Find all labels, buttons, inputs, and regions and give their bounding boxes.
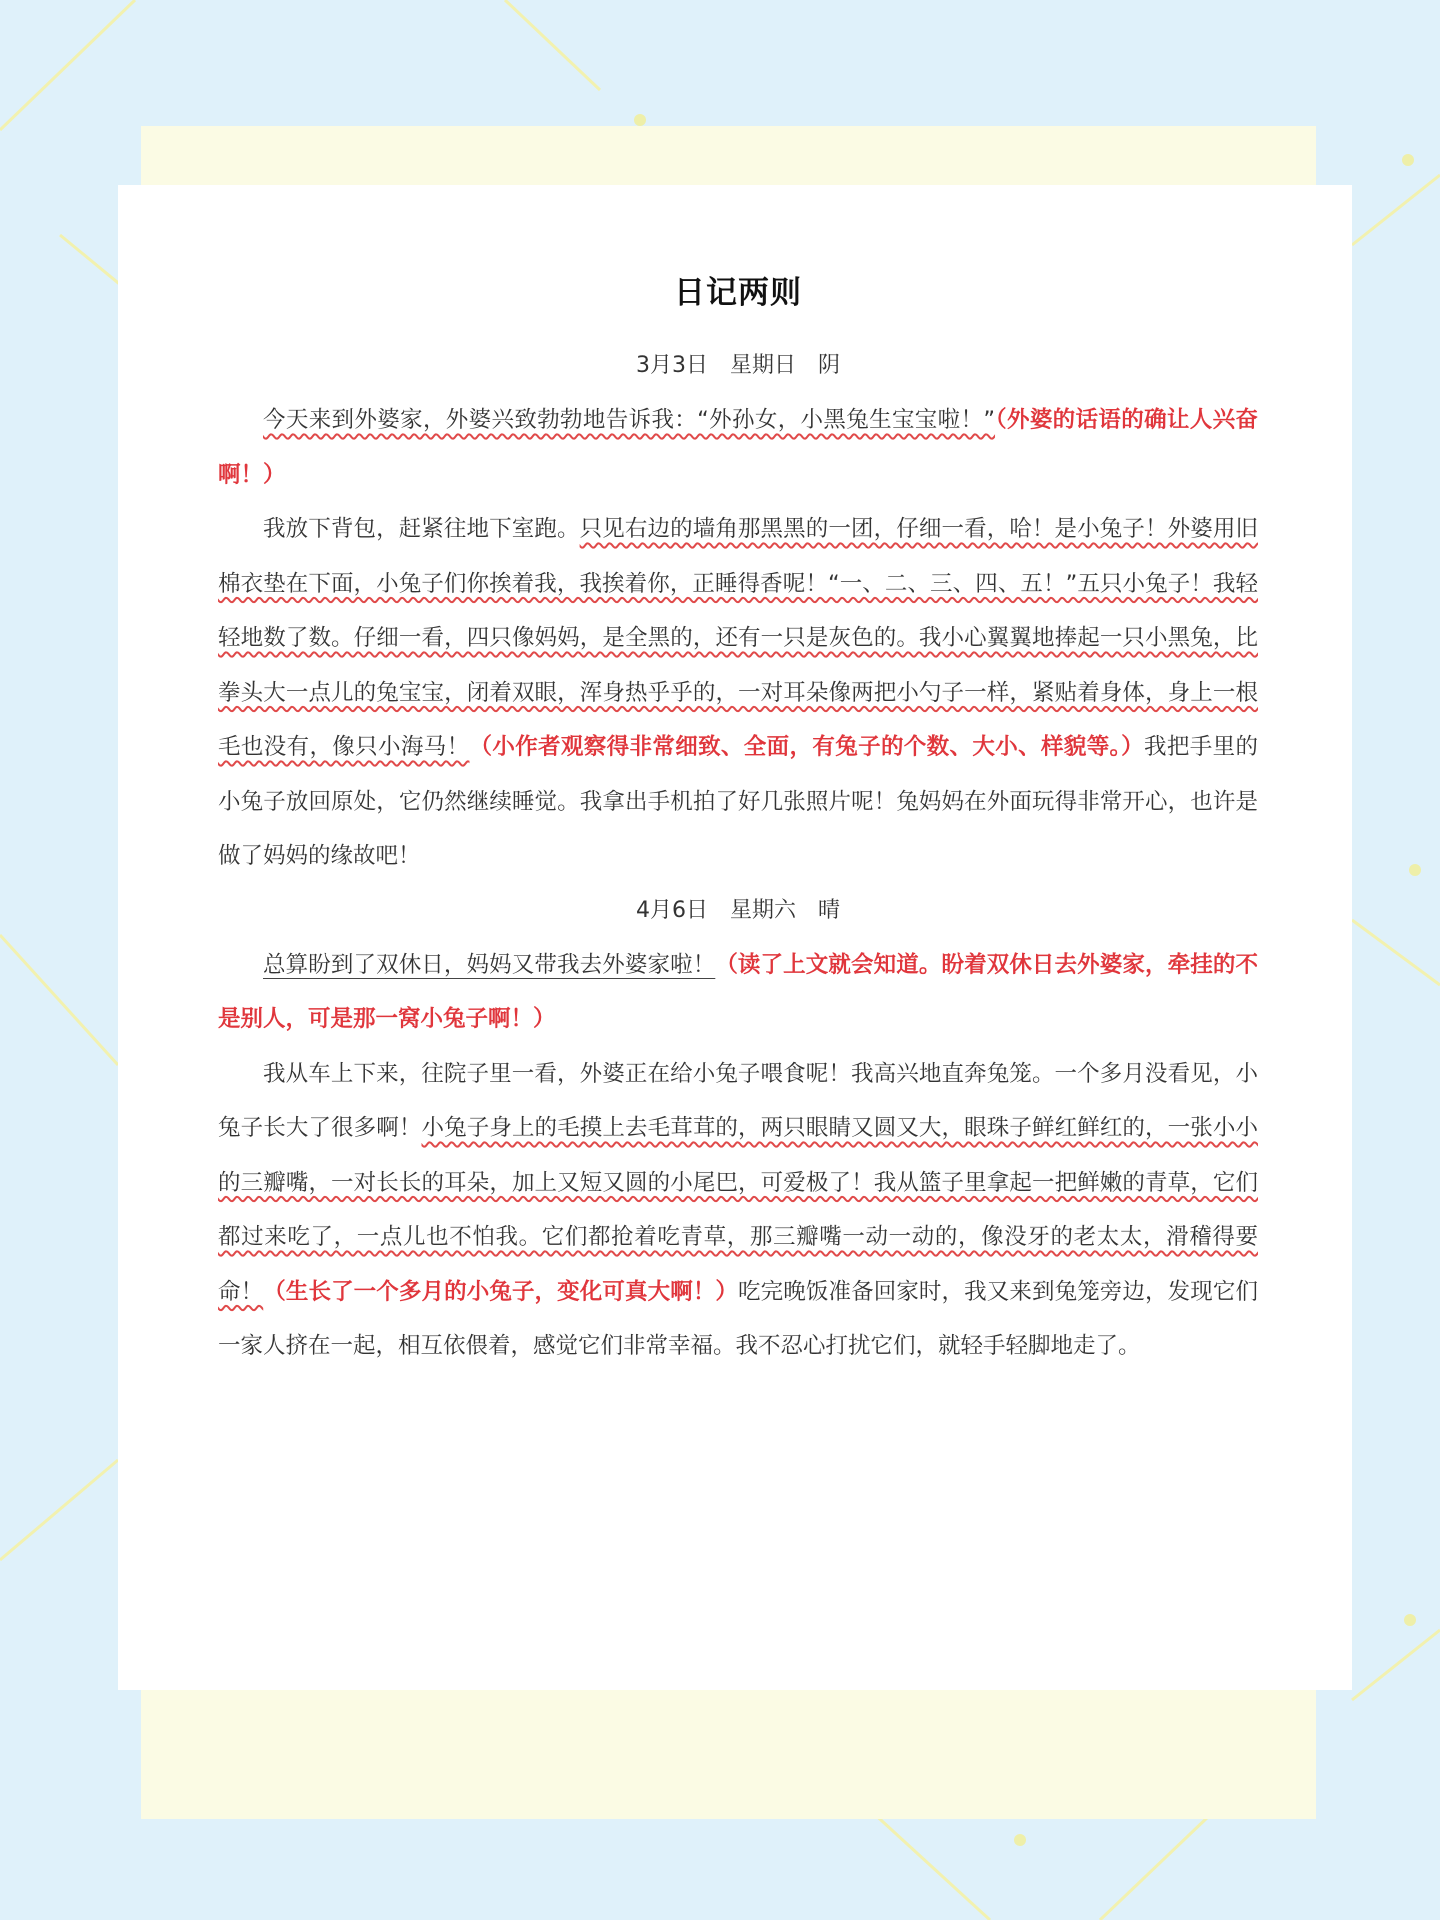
document-page xyxy=(118,185,1352,1690)
entry-date: 4月6日 星期六 晴 xyxy=(636,897,840,923)
document-title: 日记两则 xyxy=(674,275,802,311)
plain-text: 我放下背包，赶紧往地下室跑。 xyxy=(263,516,580,542)
paragraph xyxy=(218,502,1258,884)
plain-text: 我从车上下来，往院子里一看，外婆正在给小兔子喂食呢！我高兴地直奔兔笼。一个多月没看见，小兔子长大了很多啊！ xyxy=(218,1060,1258,1141)
teacher-comment: （读了上文就会知道。盼着双休日去外婆家，牵挂的不是别人，可是那一窝小兔子啊！） xyxy=(218,951,1258,1032)
paragraph xyxy=(218,1047,1258,1374)
entry-date: 3月3日 星期日 阴 xyxy=(636,353,840,378)
plain-text: 吃完晚饭准备回家时，我又来到兔笼旁边，发现它们一家人挤在一起，相互依偎着，感觉它们非常幸福。我不忍心打扰它们，就轻手轻脚地走了。 xyxy=(218,1278,1258,1359)
plain-text: 我把手里的小兔子放回原处，它仍然继续睡觉。我拿出手机拍了好几张照片呢！兔妈妈在外面玩得非常开心，也许是做了妈妈的缘故吧！ xyxy=(218,734,1258,869)
paragraph xyxy=(218,938,1258,1047)
teacher-comment: （生长了一个多月的小兔子，变化可真大啊！） xyxy=(263,1278,739,1305)
wavy-underlined-text: 小兔子身上的毛摸上去毛茸茸的，两只眼睛又圆又大，眼珠子鲜红鲜红的，一张小小的三瓣嘴，一对长长的耳朵，加上又短又圆的小尾巴，可爱极了！我从篮子里拿起一把鲜嫩的青草，它们都过来吃了，一点儿也不怕我。它们都抢着吃青草，那三瓣嘴一动一动的，像没牙的老太太，滑稽得要命！ xyxy=(218,1115,1258,1305)
wavy-underlined-text: 只见右边的墙角那黑黑的一团，仔细一看，哈！是小兔子！外婆用旧棉衣垫在下面，小兔子们你挨着我，我挨着你，正睡得香呢！“一、二、三、四、五！”五只小兔子！我轻轻地数了数。仔细一看，四只像妈妈，是全黑的，还有一只是灰色的。我小心翼翼地捧起一只小黑兔，比拳头大一点儿的兔宝宝，闭着双眼，浑身热乎乎的，一对耳朵像两把小勺子一样，紧贴着身体，身上一根毛也没有，像只小海马！ xyxy=(218,516,1258,760)
teacher-comment: （小作者观察得非常细致、全面，有兔子的个数、大小、样貌等。） xyxy=(469,734,1145,760)
teacher-comment: （外婆的话语的确让人兴奋啊！） xyxy=(218,407,1258,488)
wavy-underlined-text: 今天来到外婆家，外婆兴致勃勃地告诉我：“外孙女，小黑兔生宝宝啦！” xyxy=(263,407,996,433)
paragraph xyxy=(218,393,1258,502)
underlined-text: 总算盼到了双休日，妈妈又带我去外婆家啦！ xyxy=(263,951,716,978)
